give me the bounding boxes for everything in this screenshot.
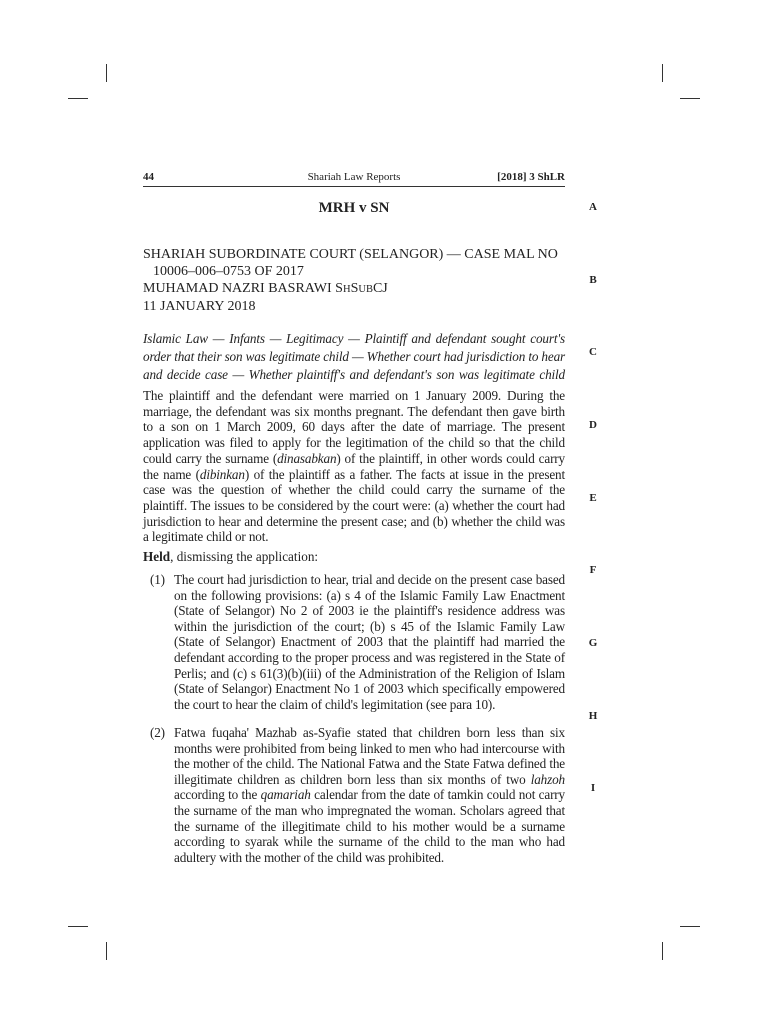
judge-line [143, 280, 573, 298]
margin-letter-i: I [590, 782, 596, 794]
report-citation: [2018] 3 ShLR [497, 171, 565, 183]
judge-name: MUHAMAD NAZRI BASRAWI [143, 281, 332, 296]
margin-letter-a: A [589, 201, 597, 213]
court-line: SHARIAH SUBORDINATE COURT (SELANGOR) — CASE MAL NO [143, 247, 558, 262]
held-item-number: (2) [150, 725, 165, 740]
margin-letter-f: F [589, 564, 597, 576]
held-item-text: The court had jurisdiction to hear, trial and decide on the present case based on the following provisions: (a) s 4 of the Islamic Family Law Enactment (State of Selangor) No 2 of 2003 ie the plaintiff's residence address was within the jurisdiction of the court; (b) s 45 of the Islamic Family Law (State of Selangor) Enactment of 2003 that the plaintiff had married the defendant according to the proper process and was registered in the State of Perlis; and (c) s 61(3)(b)(iii) of the Administration of the Religion of Islam (State of Selangor) Enactment No 1 of 2003 which specifically empowered the court to hear the claim of child's legimitation (see para 10). [174, 572, 565, 712]
crop-mark-top-right-vertical [662, 64, 663, 82]
court-block [143, 246, 573, 315]
margin-letter-g: G [588, 637, 598, 649]
crop-mark-bottom-right-horizontal [680, 926, 700, 927]
held-intro: , dismissing the application: [170, 549, 319, 564]
header-rule [143, 186, 565, 187]
held-item-number: (1) [150, 572, 165, 587]
held-item-text: Fatwa fuqaha' Mazhab as-Syafie stated that children born less than six months were prohibited from being linked to men who had intercourse with the mother of the child. The National Fatwa and the State Fatwa defined the illegitimate children as children born less than six months of two lahzoh according to the qamariah calendar from the date of tamkin could not carry the surname of the man who impregnated the woman. Scholars agreed that the surname of the illegitimate child to his mother would be a surname according to syarak while the surname of the child to the man who had adultery with the mother of the child was prohibited. [174, 725, 565, 865]
term-dinasabkan: dinasabkan [277, 450, 337, 466]
decision-date: 11 JANUARY 2018 [143, 299, 256, 314]
held-item-2 [150, 725, 565, 865]
margin-letter-b: B [589, 274, 597, 286]
crop-mark-bottom-left-horizontal [68, 926, 88, 927]
facts-paragraph: The plaintiff and the defendant were married on 1 January 2009. During the marriage, the defendant was six months pregnant. The defendant then gave birth to a son on 1 March 2009, 60 days after the date of marriage. The present application was filed to apply for the legitimation of the child so that the child could carry the surname (dinasabkan) of the plaintiff, in other words could carry the name (dibinkan) of the plaintiff as a father. The facts at issue in the present case was the question of whether the child could carry the surname of the plaintiff. The issues to be considered by the court were: (a) whether the court had jurisdiction to hear and determine the present case; and (b) whether the child was a legitimate child or not. [143, 388, 565, 545]
crop-mark-top-left-vertical [106, 64, 107, 82]
held-item-1 [150, 572, 565, 712]
judge-title: SHSUBCJ [335, 281, 388, 296]
case-title: MRH v SN [318, 200, 390, 216]
term-lahzoh: lahzoh [530, 771, 565, 787]
margin-letter-e: E [589, 492, 597, 504]
catchwords-line: and decide case — Whether plaintiff's and defendant's son was legitimate child [143, 367, 565, 382]
catchwords-line: order that their son was legitimate child — Whether court had jurisdiction to hear [143, 349, 566, 364]
page-number: 44 [143, 171, 154, 183]
case-number: 10006–006–0753 OF 2017 [153, 264, 304, 279]
margin-letter-c: C [589, 346, 597, 358]
margin-letter-d: D [589, 419, 597, 431]
journal-title: Shariah Law Reports [307, 171, 401, 183]
term-dibinkan: dibinkan [199, 466, 245, 482]
crop-mark-top-right-horizontal [680, 98, 700, 99]
catchwords [143, 330, 565, 384]
running-head [143, 170, 565, 184]
crop-mark-bottom-left-vertical [106, 942, 107, 960]
term-qamariah: qamariah [260, 787, 311, 803]
catchwords-line: Islamic Law — Infants — Legitimacy — Plaintiff and defendant sought court's [143, 331, 565, 346]
held-heading [143, 549, 565, 565]
held-label: Held [143, 549, 171, 564]
crop-mark-top-left-horizontal [68, 98, 88, 99]
crop-mark-bottom-right-vertical [662, 942, 663, 960]
margin-letter-h: H [588, 710, 598, 722]
